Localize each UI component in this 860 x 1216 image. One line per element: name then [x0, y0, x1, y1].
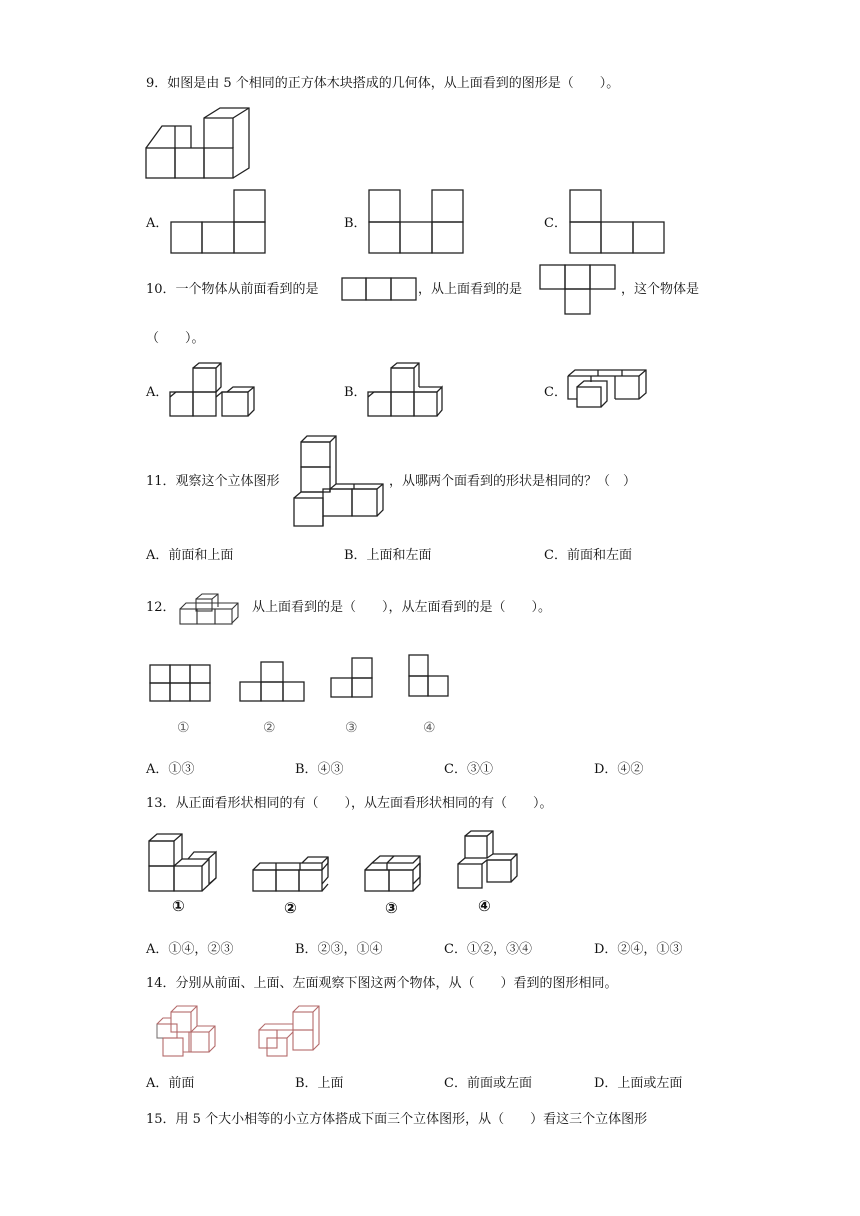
q10-option-c-figure	[567, 368, 651, 414]
q12-option-d[interactable]: D．④②	[594, 762, 644, 777]
q10-option-b[interactable]: B．	[344, 385, 367, 400]
q9-option-b[interactable]: B．	[344, 216, 367, 231]
q12-solid-figure	[178, 587, 248, 629]
q14-option-b[interactable]: B．上面	[295, 1076, 344, 1091]
q11-option-a[interactable]: A．前面和上面	[146, 548, 234, 563]
q10-top-view-figure	[539, 264, 619, 316]
q13-option-c[interactable]: C．①②，③④	[444, 942, 532, 957]
q9-option-b-figure	[368, 189, 468, 255]
q13-stem: 13．从正面看形状相同的有（ ），从左面看形状相同的有（ ）。	[146, 796, 553, 811]
q10-stem-part1: 10．一个物体从前面看到的是	[146, 282, 319, 297]
q11-solid-figure	[293, 434, 389, 530]
q10-stem-part4: （ ）。	[146, 331, 205, 346]
q9-option-a[interactable]: A．	[146, 216, 169, 231]
q13-figure-4	[457, 830, 527, 894]
q14-object-2-figure	[249, 1004, 329, 1062]
q13-label-3: ③	[385, 899, 398, 917]
q11-option-b[interactable]: B．上面和左面	[344, 548, 432, 563]
q10-option-b-figure	[368, 362, 448, 418]
q13-option-d[interactable]: D．②④，①③	[594, 942, 683, 957]
q13-option-a[interactable]: A．①④，②③	[146, 942, 234, 957]
q13-label-1: ①	[172, 897, 185, 915]
q12-stem-text: 从上面看到的是（ ），从左面看到的是（ ）。	[252, 600, 552, 615]
q10-option-c[interactable]: C．	[544, 385, 567, 400]
q9-solid-figure	[145, 108, 255, 178]
q12-option-c[interactable]: C．③①	[444, 762, 493, 777]
q12-label-3: ③	[345, 720, 358, 736]
q10-stem-part2: ，从上面看到的是	[418, 282, 523, 297]
q11-stem-part2: ，从哪两个面看到的形状是相同的？（ ）	[389, 474, 637, 489]
q14-option-c[interactable]: C．前面或左面	[444, 1076, 532, 1091]
q14-option-a[interactable]: A．前面	[146, 1076, 195, 1091]
q12-option-a[interactable]: A．①③	[146, 762, 195, 777]
q12-view-4-figure	[408, 654, 454, 698]
q10-stem-part3: ，这个物体是	[621, 282, 700, 297]
q13-label-2: ②	[284, 899, 297, 917]
q12-view-3-figure	[330, 657, 376, 699]
q11-stem-part1: 11．观察这个立体图形	[146, 474, 280, 489]
q14-stem: 14．分别从前面、上面、左面观察下图这两个物体，从（ ）看到的图形相同。	[146, 976, 618, 991]
q13-figure-2	[252, 857, 332, 893]
q12-view-1-figure	[149, 664, 213, 704]
q10-front-view-figure	[341, 277, 417, 301]
q12-stem-number: 12．	[146, 600, 176, 615]
q15-stem: 15．用 5 个大小相等的小立方体搭成下面三个立体图形，从（ ）看这三个立体图形	[146, 1112, 648, 1127]
q9-option-c[interactable]: C．	[544, 216, 567, 231]
q12-label-2: ②	[263, 720, 276, 736]
q12-label-4: ④	[423, 720, 436, 736]
q11-option-c[interactable]: C．前面和左面	[544, 548, 632, 563]
q12-view-2-figure	[239, 661, 307, 703]
q10-option-a[interactable]: A．	[146, 385, 169, 400]
q13-option-b[interactable]: B．②③，①④	[295, 942, 383, 957]
q13-figure-1	[148, 832, 228, 894]
q12-option-b[interactable]: B．④③	[295, 762, 344, 777]
q12-label-1: ①	[177, 720, 190, 736]
q14-option-d[interactable]: D．上面或左面	[594, 1076, 683, 1091]
q9-option-a-figure	[170, 189, 270, 255]
q13-figure-3	[364, 854, 426, 894]
q9-option-c-figure	[569, 189, 669, 255]
q13-label-4: ④	[478, 897, 491, 915]
q14-object-1-figure	[149, 1004, 227, 1062]
q9-stem: 9．如图是由 5 个相同的正方体木块搭成的几何体，从上面看到的图形是（ ）。	[146, 76, 620, 91]
q10-option-a-figure	[170, 362, 260, 418]
